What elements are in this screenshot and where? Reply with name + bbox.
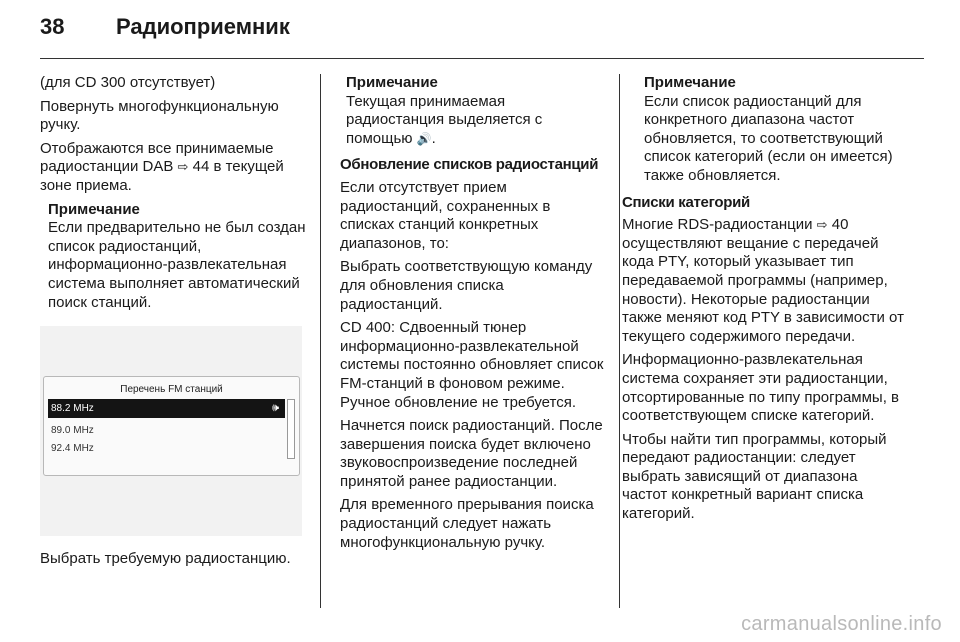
note-text: Текущая принимаемая радиостанция выделяется с помощью 🔊. [346,92,543,147]
column-2 [340,74,605,557]
page-header [40,14,290,48]
page-reference[interactable]: 40 [831,216,849,234]
column-3 [622,74,906,529]
scrollbar [287,399,295,459]
note-block [644,74,906,186]
note-title: Примечание [644,74,736,91]
speaker-icon: 🕪 [272,402,279,415]
paragraph: Для временного прерывания поиска радиостанций следует нажать многофункциональную ручку. [340,496,594,551]
paragraph: Выбрать соответствующую команду для обновления списка радиостанций. [340,258,593,313]
paragraph: Начнется поиск радиостанций. После завершения поиска будет включено звуковоспроизведение последней принятой ранее радиостанции. [340,417,603,490]
page-reference[interactable]: 44 [192,158,210,176]
station-list-screenshot [40,326,302,536]
column-1 [40,74,306,574]
speaker-icon: 🔊 [416,131,432,146]
page-title: Радиоприемник [116,14,290,39]
section-heading: Списки категорий [622,193,750,211]
column-divider [320,74,321,608]
paragraph: CD 400: Сдвоенный тюнер информационно-развлекательной системы постоянно обновляет список FM-станций в фоновом режиме. Ручное обновление не требуется. [340,319,604,411]
station-list-panel [43,376,300,476]
page-number: 38 [40,14,65,39]
station-item: 89.0 MHz [51,425,94,437]
header-rule [40,58,924,59]
column-divider [619,74,620,608]
note-title: Примечание [346,74,438,91]
station-list-title: Перечень FM станций [120,384,223,396]
station-item: 92.4 MHz [51,443,94,455]
paragraph: Отображаются все принимаемые радиостанции DAB ⇨ 44 в текущей зоне приема. [40,139,284,194]
paragraph: Информационно-развлекательная система сохраняет эти радиостанции, отсортированные по типу программы, в соответствующем списке категорий. [622,351,900,425]
paragraph: Многие RDS-радиостанции ⇨ 40 осуществляют вещание с передачей кода PTY, который указывает тип передаваемой программы (например, новости). Некоторые радиостанции также меняют код PTY в зависимости от текущего содержимого передачи. [622,216,904,345]
note-text: Если предварительно не был создан список радиостанций, информационно-развлекательная система выполняет автоматический поиск станций. [48,219,306,311]
note-title: Примечание [48,200,140,218]
paragraph: (для CD 300 отсутствует) [40,74,216,91]
paragraph: Чтобы найти тип программы, который передают радиостанции: следует выбрать зависящий от диапазона частот конкретный вариант списка категорий. [622,430,887,523]
paragraph: Повернуть многофункциональную ручку. [40,97,279,134]
note-block [48,201,306,313]
note-text: Если список радиостанций для конкретного диапазона частот обновляется, то соответствующий список категорий (если он имеется) также обновляется. [644,92,893,184]
station-item-selected: 88.2 MHz 🕪 [48,399,285,418]
paragraph: Выбрать требуемую радиостанцию. [40,550,291,568]
note-block [346,74,605,148]
paragraph: Если отсутствует прием радиостанций, сохраненных в списках станций конкретных диапазонов, то: [340,178,551,252]
watermark: carmanualsonline.info [741,613,942,635]
reference-arrow-icon: ⇨ [177,159,189,175]
section-heading: Обновление списков радиостанций [340,156,599,174]
reference-arrow-icon: ⇨ [816,217,828,233]
